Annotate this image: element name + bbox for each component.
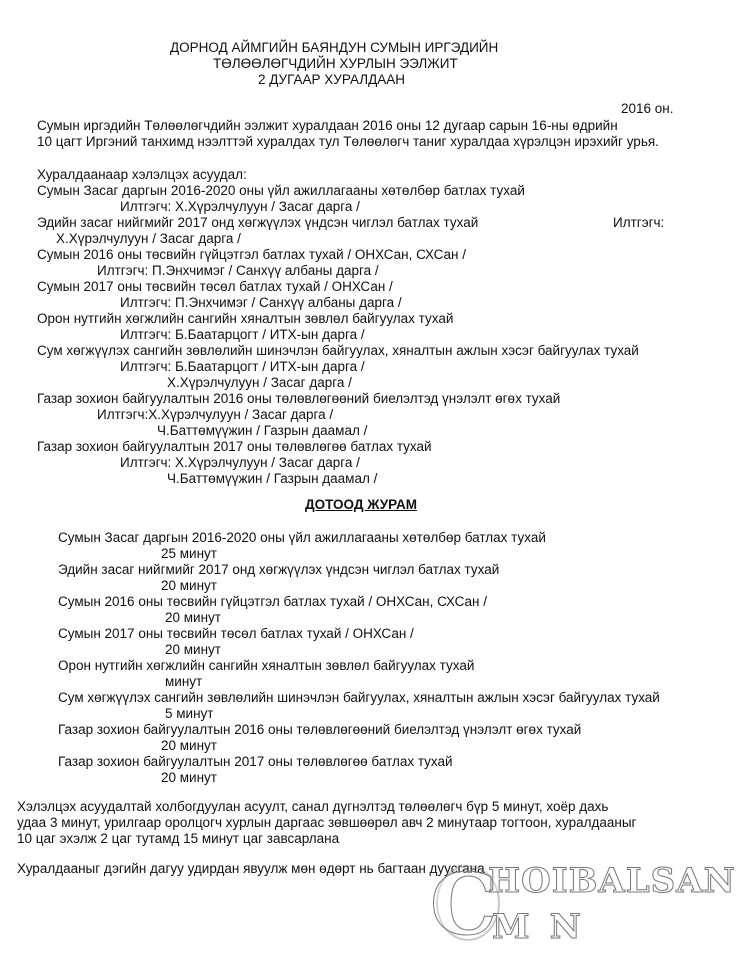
procedure-item-topic: Сумын Засаг даргын 2016-2020 оны үйл ажиллагааны хөтөлбөр батлах тухай — [58, 530, 546, 545]
procedure-item-topic: Эдийн засаг нийгмийг 2017 онд хөгжүүлэх үндсэн чиглэл батлах тухай — [58, 562, 500, 577]
agenda-presenter-7a: Илтгэгч:Х.Хүрэлчулуун / Засаг дарга / — [97, 407, 334, 422]
procedure-item-time: 20 минут — [161, 578, 217, 593]
agenda-item-4: Сумын 2017 оны төсвийн төсөл батлах тухай / ОНХСан / — [37, 279, 393, 294]
agenda-presenter-5: Илтгэгч: Б.Баатарцогт / ИТХ-ын дарга / — [120, 327, 365, 342]
agenda-item-5: Орон нутгийн хөгжлийн сангийн хяналтын зөвлөл байгуулах тухай — [37, 311, 454, 326]
agenda-item-8: Газар зохион байгуулалтын 2017 оны төлөвлөгөө батлах тухай — [37, 439, 432, 454]
agenda-presenter-4: Илтгэгч: П.Энхчимэг / Санхүү албаны дарга / — [120, 295, 402, 310]
agenda-item-2: Эдийн засаг нийгмийг 2017 онд хөгжүүлэх үндсэн чиглэл батлах тухай — [37, 215, 479, 230]
procedure-item-time: минут — [165, 674, 203, 689]
agenda-item-7: Газар зохион байгуулалтын 2016 оны төлөвлөгөөний биелэлтэд үнэлэлт өгөх тухай — [37, 391, 561, 406]
closing-line-2: удаа 3 минут, урилгаар оролцогч хурлын даргаас зөвшөөрөл авч 2 минутаар тогтоон, хуралдааныг — [17, 815, 637, 830]
procedure-item-topic: Сум хөгжүүлэх сангийн зөвлөлийн шинэчлэн байгуулах, хяналтын ажлын хэсэг байгуулах тухай — [58, 690, 660, 705]
procedure-item-topic: Сумын 2017 оны төсвийн төсөл батлах тухай / ОНХСан / — [58, 626, 414, 641]
procedure-item-topic: Газар зохион байгуулалтын 2016 оны төлөвлөгөөний биелэлтэд үнэлэлт өгөх тухай — [58, 722, 582, 737]
choibalsan-watermark-logo — [430, 855, 736, 960]
agenda-presenter-8b: Ч.Баттөмүүжин / Газрын даамал / — [167, 471, 378, 486]
agenda-item-6: Сум хөгжүүлэх сангийн зөвлөлийн шинэчлэн байгуулах, хяналтын ажлын хэсэг байгуулах тухай — [37, 343, 639, 358]
procedure-item-time: 20 минут — [161, 770, 217, 785]
intro-line-2: 10 цагт Иргэний танхимд нээлттэй хуралдах тул Төлөөлөгч таниг хуралдаа хүрэлцэн ирэхийг урья. — [37, 134, 659, 149]
procedure-item-topic: Орон нутгийн хөгжлийн сангийн хяналтын зөвлөл байгуулах тухай — [58, 658, 475, 673]
agenda-item-1: Сумын Засаг даргын 2016-2020 оны үйл ажиллагааны хөтөлбөр батлах тухай — [37, 183, 525, 198]
intro-line-1: Сумын иргэдийн Төлөөлөгчдийн ээлжит хуралдаан 2016 оны 12 дугаар сарын 16-ны өдрийн — [37, 118, 618, 133]
agenda-presenter-label-2: Илтгэгч: — [613, 215, 665, 230]
agenda-heading: Хуралдаанаар хэлэлцэх асуудал: — [37, 167, 247, 182]
procedure-item-time: 20 минут — [161, 738, 217, 753]
agenda-presenter-6a: Илтгэгч: Б.Баатарцогт / ИТХ-ын дарга / — [120, 359, 365, 374]
agenda-presenter-3: Илтгэгч: П.Энхчимэг / Санхүү албаны дарга / — [97, 263, 379, 278]
closing-line-1: Хэлэлцэх асуудалтай холбогдуулан асуулт, санал дүгнэлтэд төлөөлөгч бүр 5 минут, хоёр дахь — [17, 799, 609, 814]
closing-line-4: Хуралдааныг дэгийн дагуу удирдан явуулж мөн өдөрт нь багтаан дуусгана — [17, 861, 485, 876]
agenda-item-3: Сумын 2016 оны төсвийн гүйцэтгэл батлах тухай / ОНХСан, СХСан / — [37, 247, 466, 262]
procedure-item-time: 25 минут — [161, 546, 217, 561]
closing-line-3: 10 цаг эхэлж 2 цаг тутамд 15 минут цаг завсарлана — [17, 831, 340, 846]
procedure-item-time: 20 минут — [165, 642, 221, 657]
agenda-presenter-6b: Х.Хүрэлчулуун / Засаг дарга / — [167, 375, 352, 390]
document-date: 2016 он. — [621, 101, 674, 116]
header-line-1: ДОРНОД АЙМГИЙН БАЯНДУН СУМЫН ИРГЭДИЙН — [170, 40, 499, 55]
agenda-presenter-7b: Ч.Баттөмүүжин / Газрын даамал / — [157, 423, 368, 438]
header-line-3: 2 ДУГААР ХУРАЛДААН — [258, 72, 406, 87]
watermark-text-top: HOIBALSAN — [488, 861, 736, 901]
procedure-item-topic: Газар зохион байгуулалтын 2017 оны төлөвлөгөө батлах тухай — [58, 754, 453, 769]
agenda-presenter-1: Илтгэгч: Х.Хүрэлчулуун / Засаг дарга / — [120, 199, 360, 214]
procedure-title: ДОТООД ЖУРАМ — [305, 497, 417, 512]
agenda-presenter-8a: Илтгэгч: Х.Хүрэлчулуун / Засаг дарга / — [120, 455, 360, 470]
watermark-letter-c: C — [430, 855, 497, 954]
header-line-2: ТӨЛӨӨЛӨГЧДИЙН ХУРЛЫН ЭЭЛЖИТ — [213, 56, 458, 71]
procedure-item-topic: Сумын 2016 оны төсвийн гүйцэтгэл батлах тухай / ОНХСан, СХСан / — [58, 594, 487, 609]
procedure-item-time: 5 минут — [165, 706, 214, 721]
watermark-text-bottom: MN — [492, 907, 601, 947]
agenda-presenter-2: Х.Хүрэлчулуун / Засаг дарга / — [56, 231, 241, 246]
procedure-item-time: 20 минут — [165, 610, 221, 625]
